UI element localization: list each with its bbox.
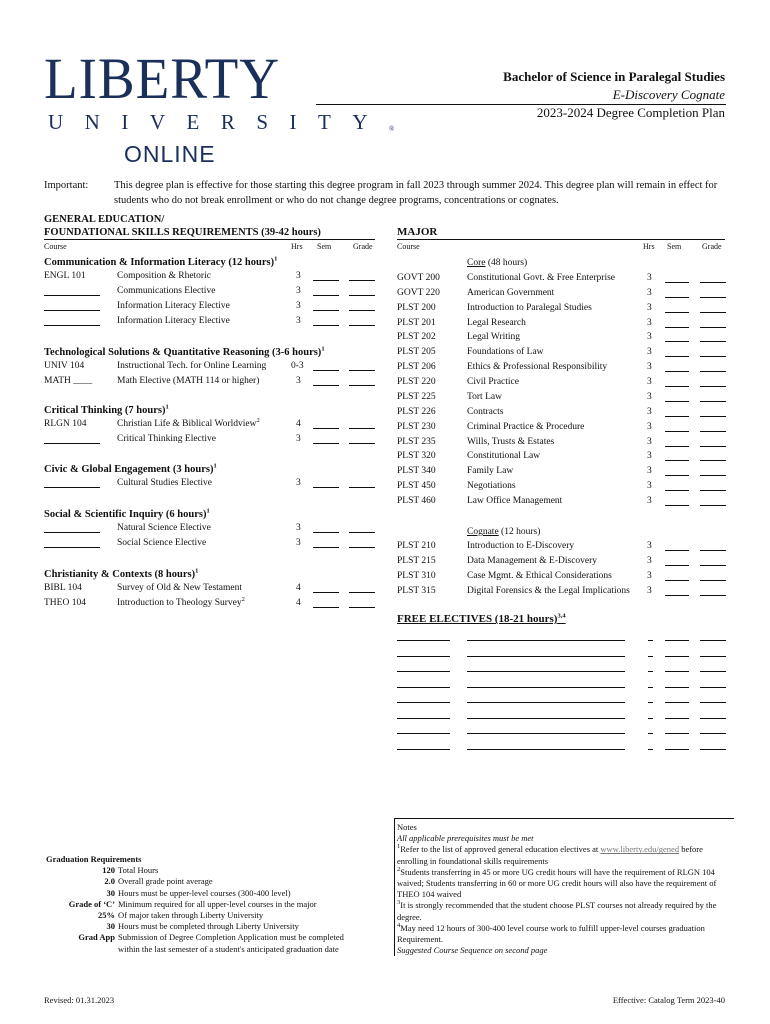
semester-blank[interactable] xyxy=(665,725,689,734)
free-elective-name-blank[interactable] xyxy=(467,648,625,657)
semester-blank[interactable] xyxy=(313,317,339,326)
course-hours: 3 xyxy=(647,317,652,328)
important-notice xyxy=(44,178,734,208)
course-hours: 3 xyxy=(296,478,301,488)
course-hours: 3 xyxy=(647,496,652,507)
grade-blank[interactable] xyxy=(700,557,726,566)
graduation-item-value: Minimum required for all upper-level courses in the major xyxy=(118,898,317,909)
course-hours: 3 xyxy=(647,571,652,581)
course-name: Introduction to Paralegal Studies xyxy=(467,302,592,313)
gen-ed-section-title: Civic & Global Engagement (3 hours)$^1$ xyxy=(44,462,217,475)
course-name: Information Literacy Elective xyxy=(117,316,230,326)
course-code: PLST 320 xyxy=(397,451,436,462)
free-elective-course-blank[interactable] xyxy=(397,632,450,641)
grade-blank[interactable] xyxy=(700,452,726,461)
gen-ed-col-hrs: Hrs xyxy=(291,242,303,251)
semester-blank[interactable] xyxy=(665,452,689,461)
graduation-item-key xyxy=(46,944,118,955)
title-block xyxy=(503,68,725,122)
course-code: THEO 104 xyxy=(44,598,86,608)
course-hours: 3 xyxy=(296,434,301,444)
graduation-item-key: Grad App xyxy=(78,932,115,943)
free-elective-hours-blank[interactable] xyxy=(648,679,653,688)
course-name: Law Office Management xyxy=(467,496,563,507)
grade-blank[interactable] xyxy=(349,479,375,488)
title-divider xyxy=(316,104,726,105)
course-hours: 3 xyxy=(647,273,652,283)
major-col-grade: Grade xyxy=(702,242,722,251)
graduation-item-key: 120 xyxy=(102,865,115,876)
course-hours: 3 xyxy=(647,451,652,462)
course-code: ENGL 101 xyxy=(44,271,86,281)
graduation-requirements xyxy=(46,854,376,955)
course-code-blank[interactable] xyxy=(44,287,100,296)
graduation-item-value: Of major taken through Liberty University xyxy=(118,910,264,921)
semester-blank[interactable] xyxy=(313,599,339,608)
grade-blank[interactable] xyxy=(700,378,726,387)
course-name: Ethics & Professional Responsibility xyxy=(467,362,608,373)
major-col-course: Course xyxy=(397,242,420,251)
graduation-item xyxy=(46,865,376,876)
important-text: This degree plan is effective for those starting this degree program in fall 2023 through summer 2024. This degree plan will remain in effect for students who do not break enrollment or who do not change degree programs, concentrations or cognates. xyxy=(114,180,718,206)
semester-blank[interactable] xyxy=(665,497,689,506)
semester-blank[interactable] xyxy=(665,363,689,372)
course-hours: 3 xyxy=(647,586,652,596)
course-name: Constitutional Govt. & Free Enterprise xyxy=(467,273,616,283)
free-electives-heading: FREE ELECTIVES (18-21 hours)$^{3,4}$ xyxy=(397,612,566,625)
course-hours: 3 xyxy=(647,391,652,402)
semester-blank[interactable] xyxy=(665,710,689,719)
semester-blank[interactable] xyxy=(665,423,689,432)
course-name: Contracts xyxy=(467,406,504,417)
grade-blank[interactable] xyxy=(700,710,726,719)
course-name: Criminal Practice & Procedure xyxy=(467,421,585,432)
course-code: PLST 230 xyxy=(397,421,436,432)
course-hours: 3 xyxy=(296,376,301,386)
semester-blank[interactable] xyxy=(313,377,339,386)
course-code: GOVT 220 xyxy=(397,287,440,298)
cognate-heading: Cognate (12 hours) xyxy=(467,527,541,537)
semester-blank[interactable] xyxy=(313,420,339,429)
notes-block xyxy=(397,822,732,956)
notes-prereq: All applicable prerequisites must be met xyxy=(397,833,534,844)
grade-blank[interactable] xyxy=(700,289,726,298)
course-hours: 3 xyxy=(647,377,652,388)
free-elective-course-blank[interactable] xyxy=(397,741,450,750)
grade-blank[interactable] xyxy=(700,363,726,372)
semester-blank[interactable] xyxy=(665,663,689,672)
free-elective-name-blank[interactable] xyxy=(467,663,625,672)
course-hours: 3 xyxy=(296,271,301,281)
semester-blank[interactable] xyxy=(665,542,689,551)
graduation-item-key: 30 xyxy=(106,921,115,932)
free-elective-course-blank[interactable] xyxy=(397,679,450,688)
course-name: Civil Practice xyxy=(467,377,519,388)
free-elective-name-blank[interactable] xyxy=(467,632,625,641)
grade-blank[interactable] xyxy=(349,362,375,371)
free-elective-course-blank[interactable] xyxy=(397,710,450,719)
free-elective-hours-blank[interactable] xyxy=(648,694,653,703)
course-code: PLST 310 xyxy=(397,571,436,581)
course-name: Christian Life & Biblical Worldview$^2$ xyxy=(117,416,260,429)
free-elective-course-blank[interactable] xyxy=(397,694,450,703)
major-col-sem: Sem xyxy=(667,242,682,251)
course-name: Tort Law xyxy=(467,391,502,402)
semester-blank[interactable] xyxy=(665,741,689,750)
free-elective-name-blank[interactable] xyxy=(467,725,625,734)
grade-blank[interactable] xyxy=(700,319,726,328)
course-hours: 3 xyxy=(296,538,301,548)
semester-blank[interactable] xyxy=(665,393,689,402)
semester-blank[interactable] xyxy=(313,435,339,444)
gen-ed-section-title: Social & Scientific Inquiry (6 hours)$^1$ xyxy=(44,507,210,520)
graduation-item-key: Grade of ‘C’ xyxy=(68,898,115,909)
grade-blank[interactable] xyxy=(700,467,726,476)
grade-blank[interactable] xyxy=(700,348,726,357)
course-name: Math Elective (MATH 114 or higher) xyxy=(117,376,260,386)
grade-blank[interactable] xyxy=(700,572,726,581)
plan-title: 2023-2024 Degree Completion Plan xyxy=(536,105,725,120)
free-elective-course-blank[interactable] xyxy=(397,648,450,657)
course-code: PLST 226 xyxy=(397,406,436,417)
semester-blank[interactable] xyxy=(313,479,339,488)
semester-blank[interactable] xyxy=(665,572,689,581)
free-elective-hours-blank[interactable] xyxy=(648,725,653,734)
grade-blank[interactable] xyxy=(349,599,375,608)
semester-blank[interactable] xyxy=(665,333,689,342)
effective-term: Effective: Catalog Term 2023-40 xyxy=(612,995,725,1005)
gen-ed-section-title: Technological Solutions & Quantitative Reasoning (3-6 hours)$^1$ xyxy=(44,345,325,358)
semester-blank[interactable] xyxy=(665,408,689,417)
grade-blank[interactable] xyxy=(700,725,726,734)
semester-blank[interactable] xyxy=(665,274,689,283)
grade-blank[interactable] xyxy=(700,333,726,342)
program-title: Bachelor of Science in Paralegal Studies xyxy=(503,69,725,84)
course-hours: 4 xyxy=(296,583,301,593)
graduation-item xyxy=(46,876,376,887)
gen-ed-rule xyxy=(44,239,375,240)
course-code-blank[interactable] xyxy=(44,302,100,311)
course-name: Social Science Elective xyxy=(117,538,207,548)
major-rule xyxy=(397,239,725,240)
graduation-item xyxy=(46,944,376,955)
note-1: $^1$Refer to the list of approved general education electives at www.liberty.edu/gened before enrolling in foundational skills requirements xyxy=(397,843,703,866)
course-code: UNIV 104 xyxy=(44,361,85,371)
course-sequence-note: Suggested Course Sequence on second page xyxy=(397,945,548,956)
major-heading: MAJOR xyxy=(397,226,438,238)
course-code: PLST 340 xyxy=(397,466,436,477)
gen-ed-col-sem: Sem xyxy=(317,242,332,251)
graduation-item xyxy=(46,921,376,932)
course-code: PLST 205 xyxy=(397,347,436,358)
semester-blank[interactable] xyxy=(665,378,689,387)
graduation-item xyxy=(46,910,376,921)
free-elective-name-blank[interactable] xyxy=(467,694,625,703)
course-code: BIBL 104 xyxy=(44,583,82,593)
free-elective-course-blank[interactable] xyxy=(397,725,450,734)
course-code: PLST 235 xyxy=(397,436,436,447)
gen-ed-heading: GENERAL EDUCATION/ FOUNDATIONAL SKILLS REQUIREMENTS (39-42 hours) xyxy=(44,214,321,238)
course-name: Composition & Rhetoric xyxy=(117,271,211,281)
grade-blank[interactable] xyxy=(700,482,726,491)
cognate-title: E-Discovery Cognate xyxy=(612,87,725,102)
grade-blank[interactable] xyxy=(700,423,726,432)
course-code: PLST 450 xyxy=(397,481,436,492)
course-hours: 3 xyxy=(647,466,652,477)
gened-link[interactable]: www.liberty.edu/gened xyxy=(600,844,680,855)
course-name: Family Law xyxy=(467,466,514,477)
course-hours: 4 xyxy=(296,419,301,429)
semester-blank[interactable] xyxy=(665,348,689,357)
semester-blank[interactable] xyxy=(665,587,689,596)
semester-blank[interactable] xyxy=(665,632,689,641)
course-hours: 3 xyxy=(647,302,652,313)
semester-blank[interactable] xyxy=(665,438,689,447)
gen-ed-section-title: Communication & Information Literacy (12 hours)$^1$ xyxy=(44,255,278,268)
grade-blank[interactable] xyxy=(700,679,726,688)
free-elective-hours-blank[interactable] xyxy=(648,632,653,641)
course-name: American Government xyxy=(467,287,555,298)
free-elective-hours-blank[interactable] xyxy=(648,648,653,657)
course-hours: 3 xyxy=(647,362,652,373)
grade-blank[interactable] xyxy=(349,539,375,548)
gen-ed-section-title: Critical Thinking (7 hours)$^1$ xyxy=(44,403,169,416)
semester-blank[interactable] xyxy=(665,289,689,298)
semester-blank[interactable] xyxy=(313,272,339,281)
course-hours: 3 xyxy=(296,301,301,311)
course-code-blank[interactable] xyxy=(44,479,100,488)
graduation-item-value: Hours must be upper-level courses (300-400 level) xyxy=(118,887,291,898)
graduation-item-key: 25% xyxy=(98,910,115,921)
gen-ed-col-grade: Grade xyxy=(353,242,373,251)
course-hours: 3 xyxy=(647,541,652,551)
course-code: PLST 200 xyxy=(397,302,436,313)
important-label: Important: xyxy=(44,180,89,191)
major-col-hrs: Hrs xyxy=(643,242,655,251)
course-hours: 3 xyxy=(647,556,652,566)
course-name: Cultural Studies Elective xyxy=(117,478,212,488)
course-code: PLST 225 xyxy=(397,391,436,402)
grade-blank[interactable] xyxy=(700,497,726,506)
course-code: PLST 215 xyxy=(397,556,436,566)
course-hours: 3 xyxy=(647,421,652,432)
graduation-item xyxy=(46,932,376,943)
gen-ed-col-course: Course xyxy=(44,242,67,251)
semester-blank[interactable] xyxy=(665,304,689,313)
course-hours: 3 xyxy=(647,287,652,298)
course-code: PLST 460 xyxy=(397,496,436,507)
semester-blank[interactable] xyxy=(665,679,689,688)
course-code: PLST 220 xyxy=(397,377,436,388)
free-elective-hours-blank[interactable] xyxy=(648,741,653,750)
grade-blank[interactable] xyxy=(349,377,375,386)
grade-blank[interactable] xyxy=(349,287,375,296)
course-hours: 3 xyxy=(647,406,652,417)
semester-blank[interactable] xyxy=(313,539,339,548)
semester-blank[interactable] xyxy=(665,648,689,657)
grade-blank[interactable] xyxy=(700,408,726,417)
semester-blank[interactable] xyxy=(313,524,339,533)
course-hours: 4 xyxy=(296,598,301,608)
course-name: Survey of Old & New Testament xyxy=(117,583,243,593)
semester-blank[interactable] xyxy=(665,319,689,328)
course-name: Communications Elective xyxy=(117,286,216,296)
grade-blank[interactable] xyxy=(700,274,726,283)
grade-blank[interactable] xyxy=(700,393,726,402)
course-hours: 3 xyxy=(296,316,301,326)
grade-blank[interactable] xyxy=(349,302,375,311)
course-name: Legal Research xyxy=(467,317,526,328)
grade-blank[interactable] xyxy=(349,524,375,533)
graduation-item-value: Total Hours xyxy=(118,865,159,876)
course-code: GOVT 200 xyxy=(397,273,440,283)
course-name: Constitutional Law xyxy=(467,451,541,462)
course-hours: 3 xyxy=(296,286,301,296)
course-name: Wills, Trusts & Estates xyxy=(467,436,555,447)
course-name: Case Mgmt. & Ethical Considerations xyxy=(467,571,612,581)
free-elective-hours-blank[interactable] xyxy=(648,663,653,672)
graduation-item xyxy=(46,888,376,899)
grade-blank[interactable] xyxy=(349,584,375,593)
course-code: PLST 206 xyxy=(397,362,436,373)
free-elective-course-blank[interactable] xyxy=(397,663,450,672)
course-code: PLST 201 xyxy=(397,317,436,328)
course-code-blank[interactable] xyxy=(44,539,100,548)
semester-blank[interactable] xyxy=(313,362,339,371)
course-name: Digital Forensics & the Legal Implications xyxy=(467,586,630,596)
course-name: Instructional Tech. for Online Learning xyxy=(117,361,267,371)
notes-top-rule xyxy=(394,818,734,819)
grade-blank[interactable] xyxy=(349,420,375,429)
semester-blank[interactable] xyxy=(665,694,689,703)
free-elective-hours-blank[interactable] xyxy=(648,710,653,719)
course-code: PLST 210 xyxy=(397,541,436,551)
graduation-item-value: Overall grade point average xyxy=(118,876,213,887)
grade-blank[interactable] xyxy=(349,435,375,444)
course-name: Introduction to E-Discovery xyxy=(467,541,575,551)
course-hours: 3 xyxy=(647,436,652,447)
course-code: RLGN 104 xyxy=(44,419,87,429)
graduation-item-value: within the last semester of a student's anticipated graduation date xyxy=(118,943,339,954)
grade-blank[interactable] xyxy=(700,587,726,596)
course-name: Data Management & E-Discovery xyxy=(467,556,598,566)
semester-blank[interactable] xyxy=(665,557,689,566)
course-name: Information Literacy Elective xyxy=(117,301,230,311)
course-code: PLST 202 xyxy=(397,332,436,343)
semester-blank[interactable] xyxy=(665,467,689,476)
graduation-heading: Graduation Requirements xyxy=(46,854,142,864)
grade-blank[interactable] xyxy=(700,304,726,313)
course-hours: 0-3 xyxy=(291,361,304,371)
revised-date: Revised: 01.31.2023 xyxy=(44,995,115,1005)
graduation-item xyxy=(46,899,376,910)
liberty-logo-university: UNIVERSITY® xyxy=(48,110,395,134)
graduation-item-value: Hours must be completed through Liberty University xyxy=(118,921,299,932)
note-3: $^3$It is strongly recommended that the student choose PLST courses not already required by the degree. xyxy=(397,899,717,922)
free-elective-name-blank[interactable] xyxy=(467,741,625,750)
graduation-item-value: Submission of Degree Completion Application must be completed xyxy=(118,932,344,943)
grade-blank[interactable] xyxy=(349,317,375,326)
course-name: Introduction to Theology Survey$^2$ xyxy=(117,595,245,608)
course-name: Negotiations xyxy=(467,481,516,492)
course-name: Legal Writing xyxy=(467,332,520,343)
semester-blank[interactable] xyxy=(313,287,339,296)
grade-blank[interactable] xyxy=(700,632,726,641)
grade-blank[interactable] xyxy=(700,542,726,551)
liberty-logo-wordmark: LIBERTY xyxy=(44,46,280,111)
course-hours: 3 xyxy=(296,523,301,533)
grade-blank[interactable] xyxy=(700,694,726,703)
grade-blank[interactable] xyxy=(349,272,375,281)
course-code-blank[interactable] xyxy=(44,317,100,326)
semester-blank[interactable] xyxy=(313,584,339,593)
grade-blank[interactable] xyxy=(700,741,726,750)
course-name: Critical Thinking Elective xyxy=(117,434,217,444)
gen-ed-section-title: Christianity & Contexts (8 hours)$^1$ xyxy=(44,567,199,580)
liberty-logo-online: ONLINE xyxy=(124,141,216,167)
graduation-item-key: 2.0 xyxy=(104,876,115,887)
course-hours: 3 xyxy=(647,481,652,492)
graduation-item-key: 30 xyxy=(106,887,115,898)
semester-blank[interactable] xyxy=(313,302,339,311)
course-code-blank[interactable] xyxy=(44,524,100,533)
course-code: PLST 315 xyxy=(397,586,436,596)
core-heading: Core (48 hours) xyxy=(467,258,528,268)
free-elective-name-blank[interactable] xyxy=(467,679,625,688)
free-elective-name-blank[interactable] xyxy=(467,710,625,719)
grade-blank[interactable] xyxy=(700,438,726,447)
grade-blank[interactable] xyxy=(700,648,726,657)
course-hours: 3 xyxy=(647,332,652,343)
course-hours: 3 xyxy=(647,347,652,358)
semester-blank[interactable] xyxy=(665,482,689,491)
course-code: MATH ____ xyxy=(44,376,93,386)
notes-heading: Notes xyxy=(397,822,417,832)
note-4: $^4$May need 12 hours of 300-400 level course work to fulfill upper-level courses graduation Requirement. xyxy=(397,922,705,945)
notes-left-rule xyxy=(394,818,395,956)
note-2: $^2$Students transferring in 45 or more UG credit hours will have the requirement of RLGN 104 waived; Students transferring in 60 or more UG credit hours will also have the requirement of THEO 104 waived xyxy=(397,865,717,900)
course-name: Foundations of Law xyxy=(467,347,544,358)
course-code-blank[interactable] xyxy=(44,435,100,444)
grade-blank[interactable] xyxy=(700,663,726,672)
course-name: Natural Science Elective xyxy=(117,523,211,533)
